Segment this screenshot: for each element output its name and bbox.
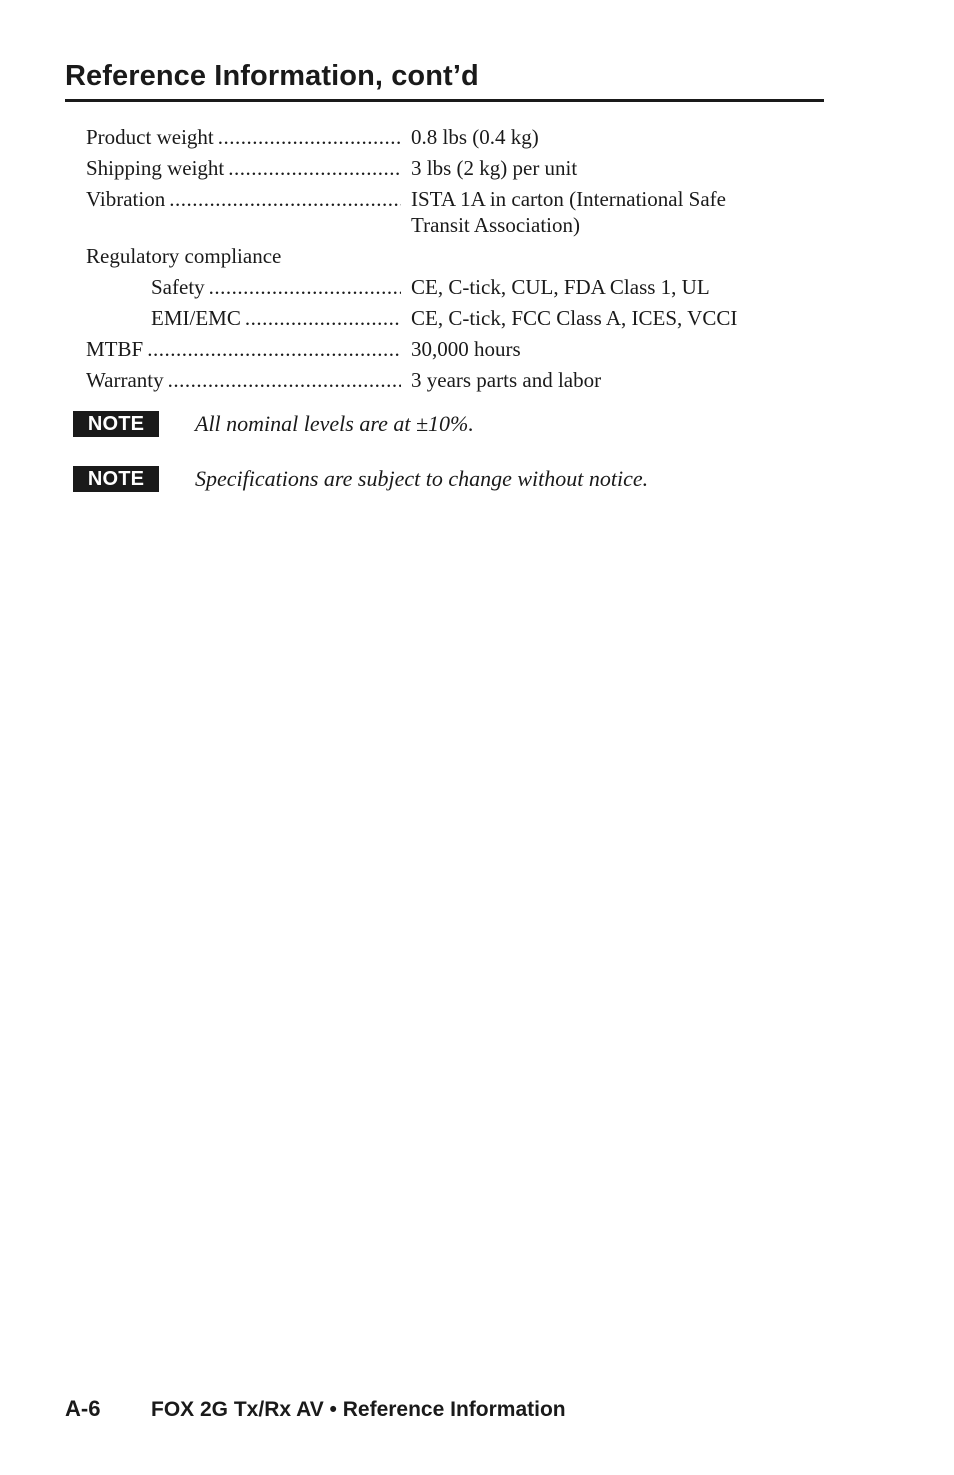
dot-leader	[245, 305, 401, 331]
spec-value: 3 lbs (2 kg) per unit	[411, 156, 578, 180]
spec-value: CE, C-tick, FCC Class A, ICES, VCCI	[411, 306, 738, 330]
note-badge: NOTE	[73, 411, 159, 437]
spec-row-shipping-weight	[86, 155, 786, 181]
note-nominal-levels	[73, 408, 833, 440]
page-number: A-6	[65, 1396, 101, 1421]
spec-label: Product weight	[86, 125, 214, 149]
note-specifications-change	[73, 463, 833, 495]
spec-label: EMI/EMC	[151, 306, 241, 330]
spec-row-product-weight	[86, 124, 786, 150]
spec-group-label: Regulatory compliance	[86, 244, 282, 268]
spec-row-emi-emc	[86, 305, 786, 331]
spec-row-regulatory-compliance	[86, 243, 786, 269]
specifications-list	[86, 124, 786, 398]
note-text: Specifications are subject to change without notice.	[195, 466, 649, 491]
dot-leader	[218, 124, 401, 150]
spec-row-mtbf	[86, 336, 786, 362]
spec-row-safety	[86, 274, 786, 300]
spec-value: 30,000 hours	[411, 337, 521, 361]
spec-label: Shipping weight	[86, 156, 225, 180]
note-text: All nominal levels are at ±10%.	[195, 411, 474, 436]
dot-leader	[168, 367, 401, 393]
dot-leader	[147, 336, 401, 362]
page-footer	[65, 1394, 566, 1425]
dot-leader	[228, 155, 401, 181]
note-badge: NOTE	[73, 466, 159, 492]
spec-label: Warranty	[86, 368, 164, 392]
spec-value: 0.8 lbs (0.4 kg)	[411, 125, 539, 149]
title-rule	[65, 99, 824, 102]
spec-value: 3 years parts and labor	[411, 368, 602, 392]
notes	[73, 408, 833, 518]
spec-row-warranty	[86, 367, 786, 393]
spec-value: CE, C-tick, CUL, FDA Class 1, UL	[411, 275, 710, 299]
footer-text: FOX 2G Tx/Rx AV • Reference Information	[151, 1398, 566, 1421]
dot-leader	[169, 186, 401, 212]
spec-row-vibration	[86, 186, 786, 238]
spec-value: ISTA 1A in carton (International Safe Transit Association)	[411, 187, 726, 237]
spec-label: Vibration	[86, 187, 166, 211]
spec-label: Safety	[151, 275, 205, 299]
spec-label: MTBF	[86, 337, 144, 361]
dot-leader	[209, 274, 401, 300]
page-title: Reference Information, cont’d	[65, 60, 479, 92]
